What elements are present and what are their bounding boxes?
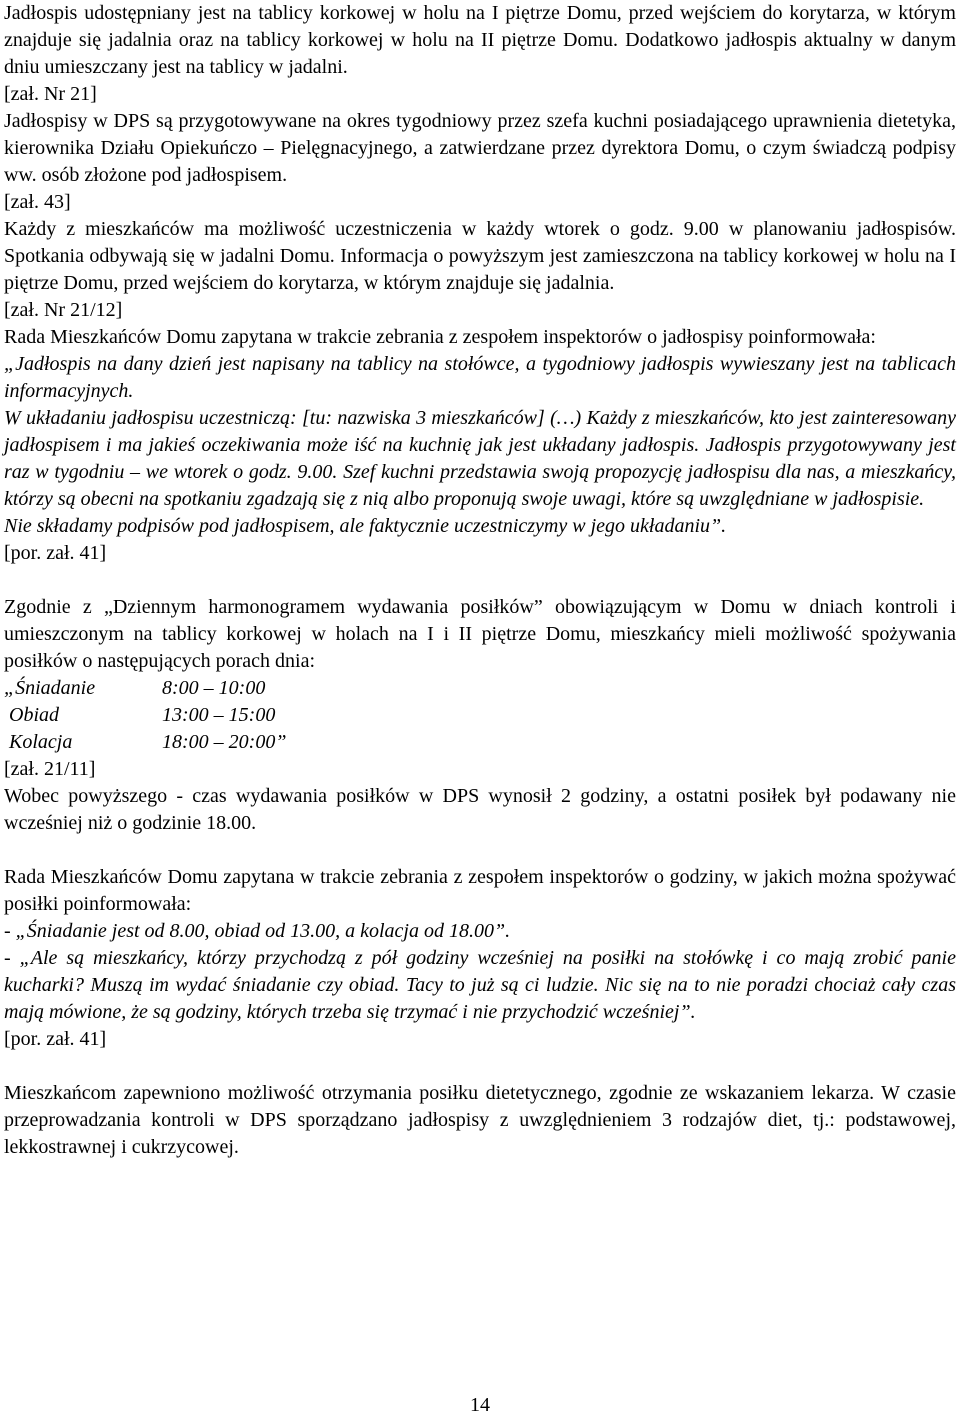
- quote-text: „Śniadanie jest od 8.00, obiad od 13.00, a kolacja od 18.00”.: [15, 920, 511, 942]
- quote-menu-planning: W układaniu jadłospisu uczestniczą: [tu: nazwiska 3 mieszkańców] (…) Każdy z mieszkańców, kto jest zainteresowany jadłospisem i ma jakieś oczekiwania może iść na kuchnię jak jest układany jadłospis. Jadłospis przygotowywany jest raz w tygodniu – we wtorek o godz. 9.00. Szef kuchni przedstawia swoją propozycję jadłospisu dla nas, a mieszkańcy, którzy są obecni na spotkaniu zgadzają się z nią albo proponują swoje uwagi, które są uwzględniane w jadłospisie.: [4, 407, 956, 510]
- paragraph-resident-participation: Każdy z mieszkańców ma możliwość uczestniczenia w każdy wtorek o godz. 9.00 w planowaniu jadłospisów. Spotkania odbywają się w jadalni Domu. Informacja o powyższym jest zamieszczona na tablicy korkowej w holu na I piętrze Domu, przed wejściem do korytarza, w którym znajduje się jadalnia.: [4, 218, 956, 294]
- list-dash: -: [4, 920, 16, 942]
- paragraph-gap: [4, 1053, 956, 1080]
- paragraph-menu-display: Jadłospis udostępniany jest na tablicy korkowej w holu na I piętrze Domu, przed wejściem do korytarza, w którym znajduje się jadalnia oraz na tablicy korkowej w holu na II piętrze Domu. Dodatkowo jadłospis aktualny w danym dniu umieszczany jest na tablicy w jadalni.: [4, 2, 956, 78]
- paragraph-gap: [4, 567, 956, 594]
- document-page: [4, 0, 956, 1161]
- meal-schedule-row: [4, 675, 956, 702]
- attachment-reference: [zał. 43]: [4, 191, 71, 213]
- meal-name: Obiad: [4, 704, 59, 726]
- meal-schedule: [4, 675, 956, 756]
- meal-name: Kolacja: [4, 731, 73, 753]
- attachment-reference: [zał. 21/11]: [4, 758, 96, 780]
- paragraph-council-statement-intro: Rada Mieszkańców Domu zapytana w trakcie zebrania z zespołem inspektorów o jadłospisy poinformowała:: [4, 326, 876, 348]
- quote-menu-board: „Jadłospis na dany dzień jest napisany na tablicy na stołówce, a tygodniowy jadłospis wywieszany jest na tablicach informacyjnych.: [4, 353, 956, 402]
- paragraph-menu-preparation: Jadłospisy w DPS są przygotowywane na okres tygodniowy przez szefa kuchni posiadającego uprawnienia dietetyka, kierownika Działu Opiekuńczo – Pielęgnacyjnego, a zatwierdzane przez dyrektora Domu, o czym świadczą podpisy ww. osób złożone pod jadłospisem.: [4, 110, 956, 186]
- meal-time: 18:00 – 20:00”: [162, 731, 287, 753]
- quote-no-signatures: Nie składamy podpisów pod jadłospisem, ale faktycznie uczestniczymy w jego układaniu”.: [4, 515, 727, 537]
- quote-meal-hours: [4, 918, 956, 945]
- meal-schedule-row: [4, 729, 956, 756]
- meal-schedule-row: [4, 702, 956, 729]
- quote-text: „Ale są mieszkańcy, którzy przychodzą z pół godziny wcześniej na posiłki na stołówkę i co mają zrobić panie kucharki? Muszą im wydać śniadanie czy obiad. Tacy to już są ci ludzie. Nic się na to nie poradzi chociaż cały czas mają mówione, że są godziny, których trzeba się trzymać i nie przychodzić wcześniej”.: [4, 947, 956, 1023]
- attachment-reference: [zał. Nr 21/12]: [4, 299, 123, 321]
- meal-time: 8:00 – 10:00: [162, 677, 266, 699]
- attachment-reference: [por. zał. 41]: [4, 542, 107, 564]
- attachment-reference: [por. zał. 41]: [4, 1028, 107, 1050]
- paragraph-diets: Mieszkańcom zapewniono możliwość otrzymania posiłku dietetycznego, zgodnie ze wskazaniem lekarza. W czasie przeprowadzania kontroli w DPS sporządzano jadłospisy z uwzględnieniem 3 rodzajów diet, tj.: podstawowej, lekkostrawnej i cukrzycowej.: [4, 1082, 956, 1158]
- meal-time: 13:00 – 15:00: [162, 704, 276, 726]
- page-number: 14: [470, 1394, 490, 1416]
- paragraph-meal-schedule-intro: Zgodnie z „Dziennym harmonogramem wydawania posiłków” obowiązującym w Domu w dniach kontroli i umieszczonym na tablicy korkowej w holach na I i II piętrze Domu, mieszkańcy mieli możliwość spożywania posiłków o następujących porach dnia:: [4, 596, 956, 672]
- quote-early-residents: [4, 945, 956, 1026]
- paragraph-serving-time-conclusion: Wobec powyższego - czas wydawania posiłków w DPS wynosił 2 godziny, a ostatni posiłek był podawany nie wcześniej niż o godzinie 18.00.: [4, 785, 956, 834]
- paragraph-council-hours-intro: Rada Mieszkańców Domu zapytana w trakcie zebrania z zespołem inspektorów o godziny, w jakich można spożywać posiłki poinformowała:: [4, 866, 956, 915]
- list-dash: -: [4, 947, 20, 969]
- attachment-reference: [zał. Nr 21]: [4, 83, 97, 105]
- meal-name: „Śniadanie: [4, 677, 96, 699]
- paragraph-gap: [4, 837, 956, 864]
